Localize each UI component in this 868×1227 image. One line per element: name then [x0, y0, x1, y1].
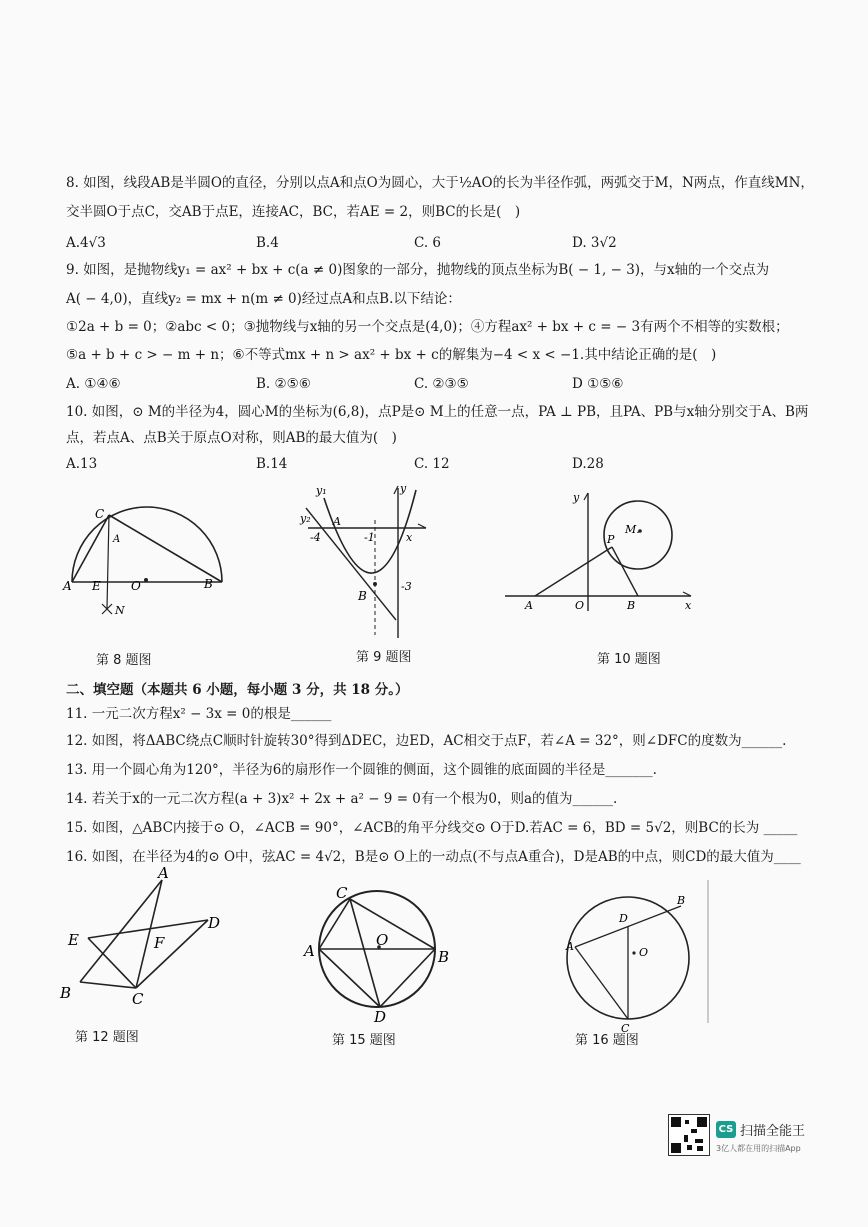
fig8-label-c: C [95, 507, 105, 521]
q10-option-c: C. 12 [414, 456, 450, 472]
q14: 14. 若关于x的一元二次方程(a + 3)x² + 2x + a² − 9 = 0有一个根为0，则a的值为______. [66, 791, 618, 807]
q9-option-c: C. ②③⑤ [414, 376, 469, 392]
fig16-label-b: B [677, 894, 686, 907]
brand-tagline: 3亿人都在用的扫描App [716, 1144, 801, 1153]
fig12-label-a: A [158, 864, 169, 882]
fig10-label-a: A [525, 599, 533, 612]
fig16-label-a: A [566, 940, 574, 953]
fig9-caption: 第 9 题图 [356, 650, 412, 665]
q15: 15. 如图，△ABC内接于⊙ O，∠ACB = 90°，∠ACB的角平分线交⊙ O于D.若AC = 6，BD = 5√2，则BC的长为 _____ [66, 820, 798, 836]
q10-option-b: B.14 [256, 456, 288, 472]
q12: 12. 如图，将ΔABC绕点C顺时针旋转30°得到ΔDEC，边ED，AC相交于点F，若∠A = 32°，则∠DFC的度数为______. [66, 733, 787, 749]
fig10-label-x: x [685, 599, 692, 612]
fig16-label-o: O [639, 946, 649, 959]
q9-option-d: D ①⑤⑥ [572, 376, 624, 392]
figure-12 [58, 862, 238, 1012]
fig15-label-d: D [374, 1008, 387, 1026]
fig8-label-a: A [63, 579, 72, 593]
qr-code-icon [668, 1114, 710, 1156]
fig10-label-m: M. [625, 523, 640, 536]
q8-line1: 8. 如图，线段AB是半圆O的直径，分别以点A和点O为圆心，大于½AO的长为半径作弧，两弧交于M，N两点，作直线MN， [66, 175, 814, 191]
q8-option-b: B.4 [256, 235, 279, 251]
q10-line1: 10. 如图，⊙ M的半径为4，圆心M的坐标为(6,8)，点P是⊙ M上的任意一点，PA ⊥ PB，且PA、PB与x轴分别交于A、B两 [66, 404, 809, 420]
q10-option-d: D.28 [572, 456, 604, 472]
fig12-caption: 第 12 题图 [75, 1030, 139, 1045]
fig9-label-y2: y₂ [300, 512, 311, 525]
q9-line3: ①2a + b = 0；②abc < 0；③抛物线与x轴的另一个交点是(4,0)；④方程ax² + bx + c = − 3有两个不相等的实数根； [66, 319, 789, 335]
fig8-label-a-mark: A [113, 534, 121, 545]
fig10-label-p: P [607, 533, 615, 546]
fig8-label-o: O [131, 579, 141, 593]
q8-option-c: C. 6 [414, 235, 442, 251]
fig12-label-f: F [154, 934, 165, 952]
fig9-label-b: B [358, 589, 367, 603]
fig12-label-e: E [68, 931, 79, 949]
fig16-label-d: D [619, 912, 628, 925]
fig8-label-e: E [92, 579, 101, 593]
fig9-label-x: x [406, 531, 413, 544]
figure-15 [300, 880, 460, 1026]
brand-name: 扫描全能王 [740, 1124, 806, 1139]
fig10-label-b: B [627, 599, 636, 612]
fig9-label-minus1: -1 [364, 531, 375, 544]
q9-option-a: A. ①④⑥ [66, 376, 121, 392]
q8-option-a: A.4√3 [66, 235, 106, 251]
fig9-label-minus3: -3 [401, 580, 412, 593]
fig9-label-y: y [400, 482, 407, 495]
q16: 16. 如图，在半径为4的⊙ O中，弦AC = 4√2，B是⊙ O上的一动点(不与点A重合)，D是AB的中点，则CD的最大值为____ [66, 849, 801, 865]
q13: 13. 用一个圆心角为120°，半径为6的扇形作一个圆锥的侧面，这个圆锥的底面圆的半径是_______. [66, 762, 657, 778]
q9-line4: ⑤a + b + c > − m + n；⑥不等式mx + n > ax² + bx + c的解集为−4 < x < −1.其中结论正确的是( ) [66, 347, 717, 363]
figure-10 [505, 485, 695, 615]
fig15-label-o: O [376, 931, 389, 949]
q9-option-b: B. ②⑤⑥ [256, 376, 311, 392]
fig15-label-a: A [304, 942, 315, 960]
q8-line2: 交半圆O于点C，交AB于点E，连接AC，BC，若AE = 2，则BC的长是( ) [66, 204, 521, 220]
fig9-label-y1: y₁ [316, 484, 327, 497]
q11: 11. 一元二次方程x² − 3x = 0的根是______ [66, 706, 332, 722]
figure-16 [555, 888, 725, 1035]
fig9-label-a: A [333, 515, 341, 528]
q10-line2: 点，若点A、点B关于原点O对称，则AB的最大值为( ) [66, 430, 397, 446]
section2-title: 二、填空题（本题共 6 小题，每小题 3 分，共 18 分。） [66, 682, 409, 698]
q9-line1: 9. 如图，是抛物线y₁ = ax² + bx + c(a ≠ 0)图象的一部分，抛物线的顶点坐标为B( − 1, − 3)，与x轴的一个交点为 [66, 262, 770, 278]
fig15-label-c: C [336, 884, 348, 902]
fig16-caption: 第 16 题图 [575, 1033, 639, 1048]
q9-line2: A( − 4,0)，直线y₂ = mx + n(m ≠ 0)经过点A和点B.以下结论： [66, 291, 461, 307]
fig12-label-b: B [60, 984, 72, 1002]
figure-8 [60, 500, 230, 630]
fig10-label-o: O [575, 599, 585, 612]
fig8-label-n: N [115, 604, 125, 617]
fig8-label-b: B [204, 577, 213, 591]
fig9-label-minus4: -4 [310, 531, 321, 544]
q8-option-d: D. 3√2 [572, 235, 617, 251]
fig15-label-b: B [438, 948, 450, 966]
fig10-label-y: y [573, 491, 580, 504]
fig12-label-d: D [208, 914, 221, 932]
figure-9 [298, 480, 438, 638]
fig15-caption: 第 15 题图 [332, 1033, 396, 1048]
fig12-label-c: C [132, 990, 144, 1008]
fig10-caption: 第 10 题图 [597, 652, 661, 667]
fig8-caption: 第 8 题图 [96, 653, 152, 668]
fig16-label-c: C [621, 1022, 630, 1035]
camscanner-logo-icon: CS [716, 1121, 736, 1138]
q10-option-a: A.13 [66, 456, 98, 472]
